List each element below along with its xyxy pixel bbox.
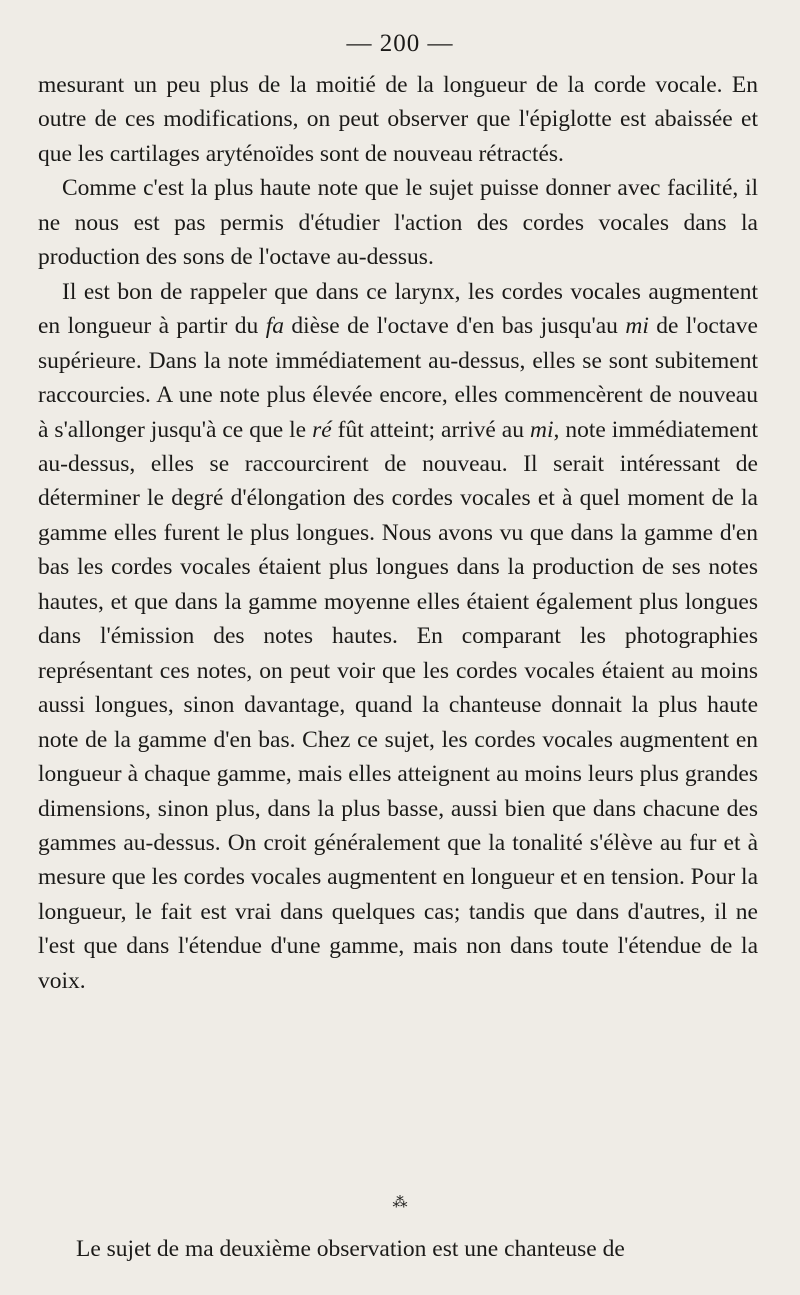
paragraph-4: Le sujet de ma deuxième observation est une chanteuse de bbox=[76, 1236, 625, 1262]
body-text bbox=[38, 68, 758, 998]
page-number: — 200 — bbox=[346, 30, 454, 57]
text-segment: Il est bon de rappeler que dans ce larynx, les cordes vocales augmentent en longueur à partir du bbox=[38, 278, 758, 340]
note-name-re: ré bbox=[312, 416, 332, 443]
text-segment: dièse de l'octave d'en bas jusqu'au bbox=[283, 313, 626, 340]
note-name-fa: fa bbox=[265, 313, 284, 340]
paragraph-2: Comme c'est la plus haute note que le sujet puisse donner avec facilité, il ne nous est pas permis d'étudier l'action des cordes vocales dans la production des sons de l'octave au-dessus. bbox=[38, 175, 758, 271]
note-name-mi: mi bbox=[625, 313, 649, 340]
text-segment: de l'octave supérieure. Dans la note immédiatement au-dessus, elles se sont subitement raccourcies. A une note plus élevée encore, elles commencèrent de nouveau à s'allonger jusqu'à ce que le bbox=[38, 313, 758, 443]
text-segment: , note immédiatement au-dessus, elles se raccourcirent de nouveau. Il serait intéressant de déterminer le degré d'élongation des cordes vocales et à quel moment de la gamme elles furent le plus longues. Nous avons vu que dans la gamme d'en bas les cordes vocales étaient plus longues dans la production de ses notes hautes, et que dans la gamme moyenne elles étaient également plus longues dans l'émission des notes hautes. En comparant les photographies représentant ces notes, on peut voir que les cordes vocales étaient au moins aussi longues, sinon davantage, quand la chanteuse donnait la plus haute note de la gamme d'en bas. Chez ce sujet, les cordes vocales augmentent en longueur à chaque gamme, mais elles atteignent au moins leurs plus grandes dimensions, sinon plus, dans la plus basse, aussi bien que dans chacune des gammes au-dessus. On croit généralement que la tonalité s'élève au fur et à mesure que les cordes vocales augmentent en longueur et en tension. Pour la longueur, le fait est vrai dans quelques cas; tandis que dans d'autres, il ne l'est que dans l'étendue d'une gamme, mais non dans toute l'étendue de la voix. bbox=[38, 416, 758, 994]
text-segment: fût atteint; arrivé au bbox=[331, 416, 530, 443]
paragraph-3 bbox=[38, 275, 758, 999]
paragraph-1: mesurant un peu plus de la moitié de la longueur de la corde vocale. En outre de ces modifications, on peut observer que l'épiglotte est abaissée et que les cartilages aryténoïdes sont de nouveau rétractés. bbox=[38, 72, 758, 167]
section-break-asterism: ⁂ bbox=[392, 1195, 408, 1211]
note-name-mi: mi bbox=[529, 416, 554, 443]
